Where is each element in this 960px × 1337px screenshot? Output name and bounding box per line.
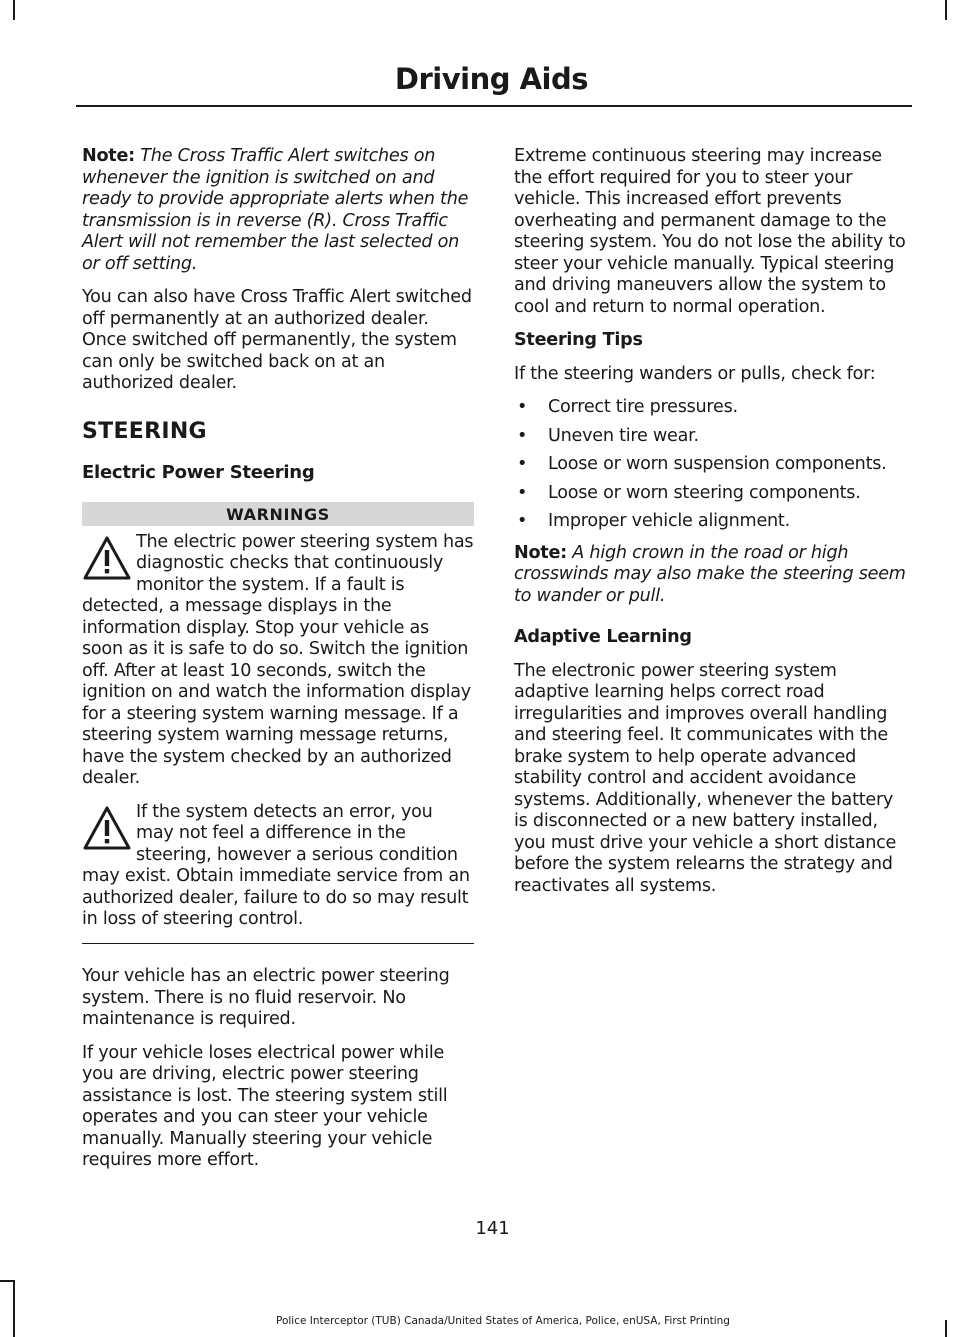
- footer-edition: Police Interceptor (TUB) Canada/United States of America, Police, enUSA, First Printing: [276, 1315, 730, 1327]
- warning-text-1: The electric power steering system has diagnostic checks that continuously monitor the system. If a fault is detected, a message displays in the information display. Stop your vehicle as soon as it is safe to do so. Switch the ignition off. After at least 10 seconds, switch the ignition on and watch the information display for a steering system warning message. If a steering system warning message returns, have the system checked by an authorized dealer.: [82, 531, 474, 788]
- crop-mark-top-left-v: [13, 0, 15, 20]
- list-item: [514, 397, 908, 419]
- warning-triangle-icon: [82, 534, 132, 584]
- list-item-text: Loose or worn steering components.: [548, 482, 861, 503]
- bullet: •: [517, 454, 528, 474]
- page-number: 141: [475, 1218, 510, 1239]
- list-item-text: Improper vehicle alignment.: [548, 511, 790, 531]
- list-item-text: Correct tire pressures.: [548, 397, 738, 417]
- warning-triangle-icon: [82, 804, 132, 854]
- note-label: Note:: [514, 542, 567, 563]
- subsection-title-eps: Electric Power Steering: [82, 462, 315, 483]
- bullet: •: [517, 397, 528, 417]
- paragraph-power-loss: If your vehicle loses electrical power while you are driving, electric power steering assistance is lost. The steering system still operates and you can steer your vehicle manually. Manually steering your vehicle requires more effort.: [82, 1042, 448, 1170]
- crop-mark-top-right-v: [945, 0, 947, 20]
- steering-tips-list: [514, 397, 908, 533]
- paragraph-adaptive-learning: The electronic power steering system adaptive learning helps correct road irregularities and improves overall handling and steering feel. It communicates with the brake system to help operate advanced stability control and accident avoidance systems. Additionally, whenever the battery is disconnected or a new battery installed, you must drive your vehicle a short distance before the system relearns the strategy and reactivates all systems.: [514, 660, 897, 896]
- note-road-crown: [514, 543, 908, 608]
- list-item: [514, 426, 908, 448]
- list-item-text: Uneven tire wear.: [548, 425, 699, 446]
- note-text: A high crown in the road or high crosswinds may also make the steering seem to wander or pull.: [514, 542, 906, 606]
- bullet: •: [517, 482, 528, 503]
- paragraph-cross-traffic-dealer: You can also have Cross Traffic Alert switched off permanently at an authorized dealer. Once switched off permanently, the system can only be switched back on at an authorized dealer.: [82, 287, 472, 393]
- list-item: [514, 483, 908, 505]
- paragraph-continuous-steering: Extreme continuous steering may increase the effort required for you to steer your vehicle. This increased effort prevents overheating and permanent damage to the steering system. You do not lose the ability to steer your vehicle manually. Typical steering and driving maneuvers allow the system to cool and return to normal operation.: [514, 146, 906, 317]
- paragraph-eps-system: Your vehicle has an electric power steering system. There is no fluid reservoir. No maintenance is required.: [82, 966, 450, 1029]
- right-column: [514, 146, 908, 909]
- subsection-title-adaptive-learning: Adaptive Learning: [514, 627, 692, 647]
- warning-item-2: [82, 802, 474, 931]
- crop-mark-bottom-left-v: [13, 1280, 15, 1337]
- warning-item-1: [82, 532, 474, 790]
- bullet: •: [517, 511, 528, 531]
- page-title: Driving Aids: [394, 62, 588, 96]
- warnings-end-divider: [82, 943, 474, 945]
- left-column: [82, 146, 474, 1184]
- list-item-text: Loose or worn suspension components.: [548, 454, 887, 474]
- note-cross-traffic: [82, 146, 474, 275]
- crop-mark-bottom-left-h: [0, 1280, 14, 1282]
- bullet: •: [517, 425, 528, 446]
- subsection-title-steering-tips: Steering Tips: [514, 330, 643, 350]
- section-title-steering: STEERING: [82, 418, 207, 444]
- list-item: [514, 454, 908, 476]
- warnings-header: WARNINGS: [82, 502, 474, 526]
- warning-text-2: If the system detects an error, you may not feel a difference in the steering, however a serious condition may exist. Obtain immediate service from an authorized dealer, failure to do so may result in loss of steering control.: [82, 801, 470, 929]
- list-item: [514, 511, 908, 533]
- note-text: The Cross Traffic Alert switches on whenever the ignition is switched on and ready to provide appropriate alerts when the transmission is in reverse (R). Cross Traffic Alert will not remember the last selected on or off setting.: [82, 146, 469, 274]
- note-label: Note:: [82, 146, 135, 166]
- header-divider: [76, 105, 912, 107]
- steering-tips-intro: If the steering wanders or pulls, check for:: [514, 363, 876, 384]
